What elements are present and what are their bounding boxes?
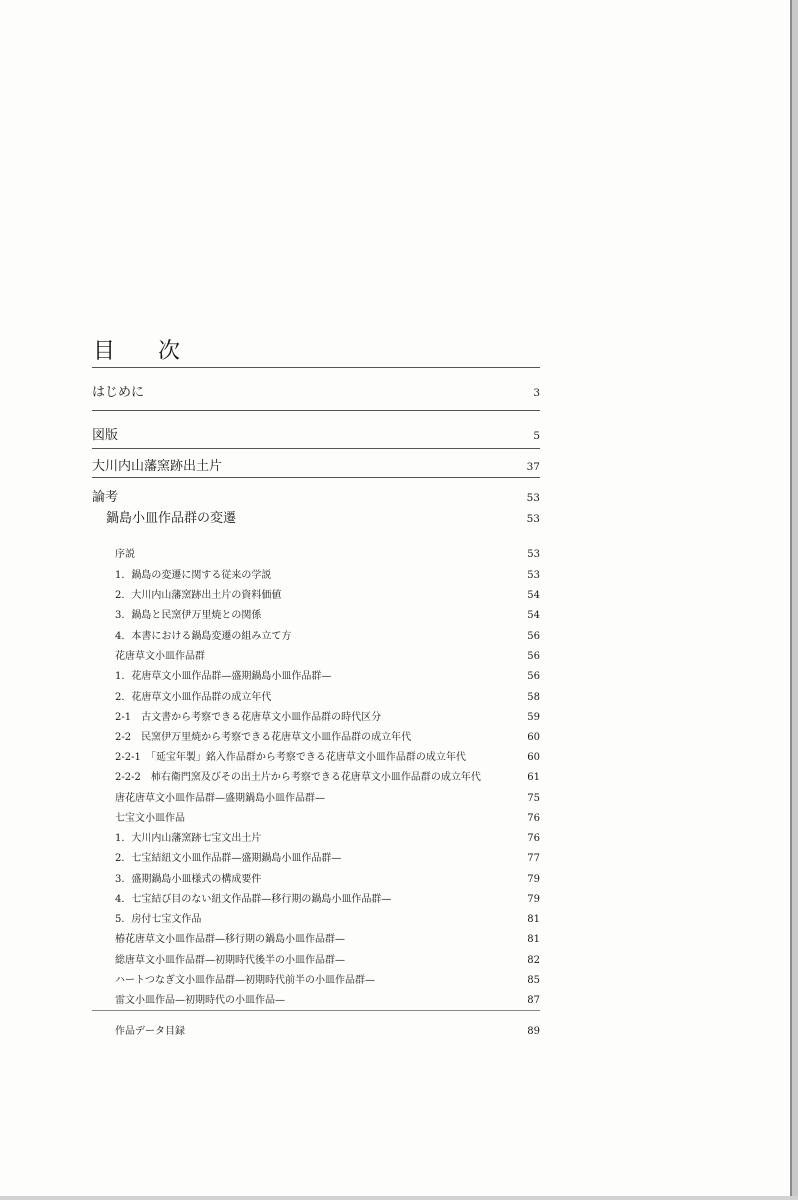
item-page: 87: [527, 995, 540, 1006]
toc-entry-nabeshima-transition[interactable]: [106, 507, 540, 526]
title-rule: [92, 367, 540, 368]
toc-item[interactable]: [115, 991, 540, 1006]
item-label: 3．盛期鍋島小皿様式の構成要件: [115, 874, 262, 885]
divider: [92, 1010, 540, 1011]
item-label: 椿花唐草文小皿作品群—移行期の鍋島小皿作品群—: [115, 934, 345, 945]
item-page: 56: [527, 651, 540, 662]
item-page: 60: [527, 752, 540, 763]
toc-item[interactable]: [115, 586, 540, 601]
entry-label: 図版: [92, 428, 119, 443]
divider: [92, 448, 540, 449]
entry-label: 作品データ目録: [115, 1026, 185, 1037]
page-edge-bottom: [0, 1196, 798, 1200]
entry-label: 論考: [92, 490, 119, 505]
item-label: 2-2 民窯伊万里焼から考察できる花唐草文小皿作品群の成立年代: [115, 732, 412, 743]
item-label: 2．大川内山藩窯跡出土片の資料価値: [115, 590, 282, 601]
toc-item[interactable]: [115, 748, 540, 763]
toc-item[interactable]: [115, 829, 540, 844]
item-page: 60: [527, 732, 540, 743]
item-label: 1．鍋島の変遷に関する従来の学説: [115, 570, 272, 581]
item-page: 59: [527, 712, 540, 723]
item-label: 総唐草文小皿作品群—初期時代後半の小皿作品群—: [115, 955, 345, 966]
toc-item[interactable]: [115, 768, 540, 783]
item-page: 54: [527, 610, 540, 621]
toc-item[interactable]: [115, 606, 540, 621]
item-page: 79: [527, 874, 540, 885]
entry-label: 鍋島小皿作品群の変遷: [106, 511, 237, 526]
toc-entry-essay[interactable]: [92, 486, 540, 505]
item-label: 2．七宝結紐文小皿作品群—盛期鍋島小皿作品群—: [115, 853, 342, 864]
item-page: 75: [527, 793, 540, 804]
toc-item[interactable]: [115, 890, 540, 905]
item-label: 花唐草文小皿作品群: [115, 651, 205, 662]
item-label: 2-2-2 柿右衛門窯及びその出土片から考察できる花唐草文小皿作品群の成立年代: [115, 772, 481, 783]
toc-entry-catalog[interactable]: [115, 1022, 540, 1037]
item-page: 79: [527, 894, 540, 905]
toc-item[interactable]: [115, 627, 540, 642]
item-label: 5．房付七宝文作品: [115, 914, 202, 925]
toc-item[interactable]: [115, 688, 540, 703]
item-label: 4．七宝結び目のない紐文作品群—移行期の鍋島小皿作品群—: [115, 894, 392, 905]
item-page: 56: [527, 631, 540, 642]
entry-label: はじめに: [92, 385, 145, 400]
item-label: 2-1 古文書から考察できる花唐草文小皿作品群の時代区分: [115, 712, 382, 723]
item-label: 3．鍋島と民窯伊万里焼との関係: [115, 610, 262, 621]
item-page: 81: [527, 914, 540, 925]
item-page: 56: [527, 671, 540, 682]
item-page: 76: [527, 813, 540, 824]
item-page: 61: [527, 772, 540, 783]
entry-label: 大川内山藩窯跡出土片: [92, 459, 223, 474]
toc-item[interactable]: [115, 910, 540, 925]
item-label: 雷文小皿作品—初期時代の小皿作品—: [115, 995, 285, 1006]
divider: [92, 410, 540, 411]
item-label: 2-2-1 「延宝年製」銘入作品群から考察できる花唐草文小皿作品群の成立年代: [115, 752, 466, 763]
divider: [92, 477, 540, 478]
toc-item[interactable]: [115, 789, 540, 804]
entry-page: 37: [526, 461, 540, 473]
item-label: 序説: [115, 549, 135, 560]
item-page: 76: [527, 833, 540, 844]
item-page: 58: [527, 692, 540, 703]
item-label: 唐花唐草文小皿作品群—盛期鍋島小皿作品群—: [115, 793, 325, 804]
toc-item[interactable]: [115, 708, 540, 723]
toc-item[interactable]: [115, 971, 540, 986]
entry-page: 3: [533, 387, 540, 399]
item-page: 85: [527, 975, 540, 986]
entry-page: 53: [526, 492, 540, 504]
toc-entry-hajimeni[interactable]: [92, 381, 540, 400]
item-label: 1．花唐草文小皿作品群—盛期鍋島小皿作品群—: [115, 671, 332, 682]
entry-page: 53: [526, 513, 540, 525]
toc-item[interactable]: [115, 809, 540, 824]
toc-entry-excavation[interactable]: [92, 455, 540, 474]
toc-item[interactable]: [115, 951, 540, 966]
item-page: 53: [527, 570, 540, 581]
toc-item[interactable]: [115, 545, 540, 560]
item-page: 77: [527, 853, 540, 864]
page-edge-line: [790, 0, 792, 1200]
item-page: 53: [527, 549, 540, 560]
item-label: 2．花唐草文小皿作品群の成立年代: [115, 692, 272, 703]
entry-page: 89: [527, 1026, 540, 1037]
entry-page: 5: [533, 430, 540, 442]
item-label: 七宝文小皿作品: [115, 813, 185, 824]
item-page: 81: [527, 934, 540, 945]
item-label: 1．大川内山藩窯跡七宝文出土片: [115, 833, 262, 844]
toc-item[interactable]: [115, 849, 540, 864]
toc-item[interactable]: [115, 728, 540, 743]
item-label: 4．本書における鍋島変遷の組み立て方: [115, 631, 292, 642]
toc-item[interactable]: [115, 566, 540, 581]
item-page: 54: [527, 590, 540, 601]
item-label: ハートつなぎ文小皿作品群—初期時代前半の小皿作品群—: [115, 975, 375, 986]
toc-item[interactable]: [115, 870, 540, 885]
page-edge-right: [792, 0, 798, 1200]
toc-item[interactable]: [115, 667, 540, 682]
item-page: 82: [527, 955, 540, 966]
toc-item[interactable]: [115, 930, 540, 945]
toc-title: 目 次: [93, 339, 198, 364]
toc-item[interactable]: [115, 647, 540, 662]
toc-entry-plates[interactable]: [92, 424, 540, 443]
